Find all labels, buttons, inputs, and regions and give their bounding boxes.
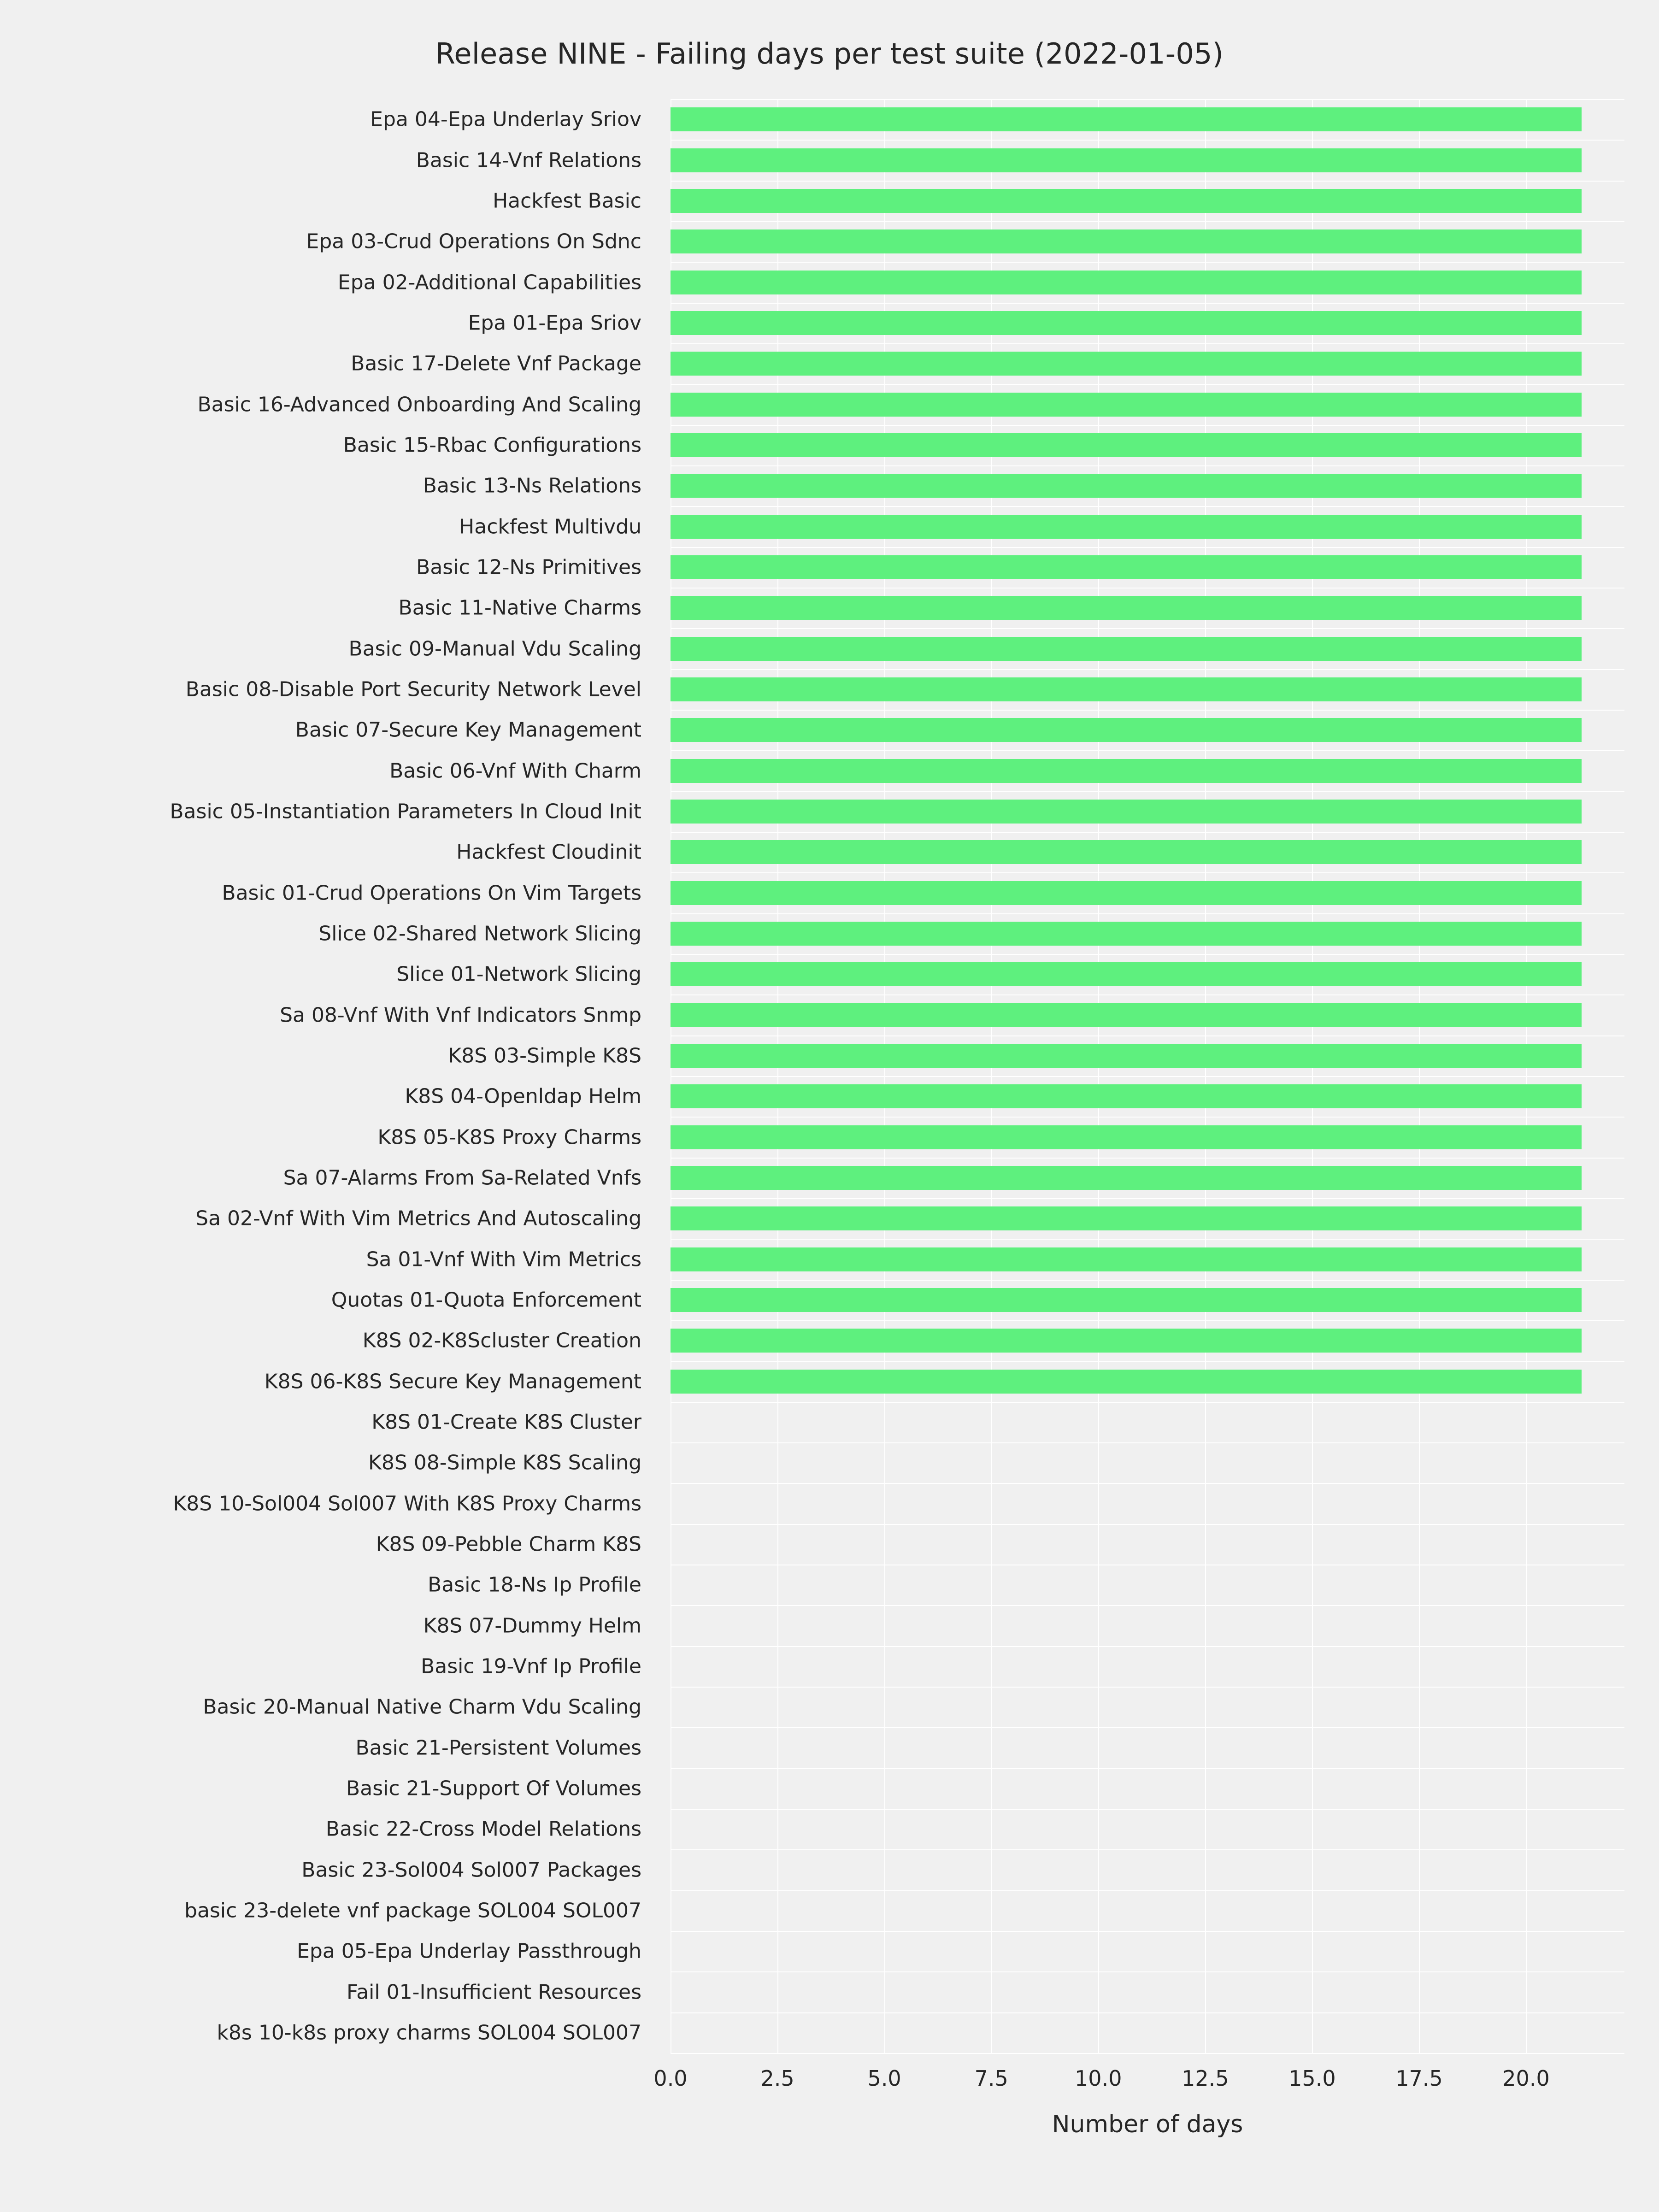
- x-tick-label: 15.0: [1288, 2066, 1336, 2091]
- grid-line-horizontal: [671, 1809, 1624, 1810]
- y-tick-label: Basic 12-Ns Primitives: [416, 555, 641, 579]
- bar: [671, 881, 1582, 905]
- grid-line-horizontal: [671, 913, 1624, 914]
- bar: [671, 1125, 1582, 1149]
- y-tick-label: K8S 04-Openldap Helm: [405, 1084, 641, 1108]
- y-tick-label: Basic 14-Vnf Relations: [416, 148, 641, 172]
- y-tick-label: Sa 01-Vnf With Vim Metrics: [366, 1247, 641, 1271]
- x-tick-label: 5.0: [867, 2066, 901, 2091]
- y-tick-label: K8S 03-Simple K8S: [448, 1044, 641, 1068]
- y-tick-label: Sa 08-Vnf With Vnf Indicators Snmp: [280, 1003, 641, 1027]
- y-tick-label: Basic 09-Manual Vdu Scaling: [348, 637, 641, 660]
- y-tick-label: Basic 16-Advanced Onboarding And Scaling: [197, 393, 641, 416]
- grid-line-horizontal: [671, 303, 1624, 304]
- grid-line-horizontal: [671, 99, 1624, 100]
- bar: [671, 1329, 1582, 1353]
- y-tick-label: Epa 05-Epa Underlay Passthrough: [297, 1939, 641, 1963]
- grid-line-horizontal: [671, 1361, 1624, 1362]
- y-tick-label: K8S 01-Create K8S Cluster: [371, 1410, 641, 1434]
- grid-line-horizontal: [671, 832, 1624, 833]
- grid-line-horizontal: [671, 1320, 1624, 1321]
- x-tick-label: 2.5: [760, 2066, 794, 2091]
- grid-line-horizontal: [671, 1971, 1624, 1972]
- grid-line-horizontal: [671, 1605, 1624, 1606]
- grid-line-horizontal: [671, 1768, 1624, 1769]
- y-tick-label: basic 23-delete vnf package SOL004 SOL007: [184, 1899, 641, 1923]
- grid-line-horizontal: [671, 1117, 1624, 1118]
- bar: [671, 189, 1582, 213]
- grid-line-horizontal: [671, 1646, 1624, 1647]
- grid-line-horizontal: [671, 384, 1624, 385]
- y-tick-label: Hackfest Basic: [493, 189, 641, 213]
- y-tick-label: Basic 13-Ns Relations: [423, 474, 641, 498]
- x-tick-label: 20.0: [1502, 2066, 1550, 2091]
- grid-line-horizontal: [671, 710, 1624, 711]
- bar: [671, 962, 1582, 986]
- grid-line-horizontal: [671, 1035, 1624, 1036]
- y-tick-label: Epa 04-Epa Underlay Sriov: [370, 107, 641, 131]
- y-tick-label: Basic 23-Sol004 Sol007 Packages: [301, 1858, 641, 1882]
- x-axis-tick-labels: [653, 2062, 1624, 2094]
- grid-line-horizontal: [671, 2012, 1624, 2013]
- x-tick-label: 17.5: [1395, 2066, 1443, 2091]
- y-tick-label: Basic 22-Cross Model Relations: [325, 1817, 641, 1841]
- y-tick-label: Epa 02-Additional Capabilities: [337, 271, 641, 294]
- bar: [671, 515, 1582, 539]
- bar: [671, 1084, 1582, 1108]
- y-tick-label: k8s 10-k8s proxy charms SOL004 SOL007: [217, 2021, 641, 2045]
- grid-line-horizontal: [671, 628, 1624, 629]
- y-axis-tick-labels: [0, 99, 654, 2053]
- bar: [671, 922, 1582, 946]
- bar: [671, 1003, 1582, 1027]
- grid-line-horizontal: [671, 1442, 1624, 1443]
- x-tick-label: 7.5: [974, 2066, 1008, 2091]
- y-tick-label: Sa 07-Alarms From Sa-Related Vnfs: [283, 1166, 641, 1190]
- y-tick-label: Basic 11-Native Charms: [398, 596, 641, 620]
- grid-line-horizontal: [671, 1890, 1624, 1891]
- bar: [671, 1370, 1582, 1394]
- bar: [671, 352, 1582, 376]
- grid-line-horizontal: [671, 954, 1624, 955]
- y-tick-label: Basic 18-Ns Ip Profile: [428, 1573, 641, 1597]
- y-tick-label: K8S 10-Sol004 Sol007 With K8S Proxy Charms: [173, 1492, 641, 1515]
- grid-line-horizontal: [671, 1524, 1624, 1525]
- bar: [671, 637, 1582, 661]
- grid-line-horizontal: [671, 181, 1624, 182]
- y-tick-label: K8S 05-K8S Proxy Charms: [377, 1125, 641, 1149]
- grid-line-horizontal: [671, 872, 1624, 873]
- y-tick-label: K8S 02-K8Scluster Creation: [362, 1329, 641, 1353]
- grid-line-horizontal: [671, 425, 1624, 426]
- y-tick-label: K8S 09-Pebble Charm K8S: [376, 1532, 641, 1556]
- grid-line-horizontal: [671, 1239, 1624, 1240]
- bar: [671, 718, 1582, 742]
- bar: [671, 1206, 1582, 1230]
- bar: [671, 1288, 1582, 1312]
- y-tick-label: Basic 19-Vnf Ip Profile: [421, 1654, 641, 1678]
- grid-line-horizontal: [671, 994, 1624, 995]
- bar: [671, 229, 1582, 253]
- y-tick-label: Basic 17-Delete Vnf Package: [351, 352, 641, 376]
- y-tick-label: Basic 01-Crud Operations On Vim Targets: [222, 881, 641, 905]
- bar: [671, 271, 1582, 294]
- grid-line-horizontal: [671, 791, 1624, 792]
- y-tick-label: Hackfest Cloudinit: [456, 840, 641, 864]
- grid-line-horizontal: [671, 1931, 1624, 1932]
- grid-line-horizontal: [671, 140, 1624, 141]
- y-tick-label: K8S 08-Simple K8S Scaling: [368, 1451, 641, 1475]
- grid-line-horizontal: [671, 1402, 1624, 1403]
- chart-title: Release NINE - Failing days per test suite (2022-01-05): [435, 37, 1224, 71]
- y-tick-label: Basic 20-Manual Native Charm Vdu Scaling: [203, 1695, 641, 1719]
- y-tick-label: Epa 03-Crud Operations On Sdnc: [306, 229, 641, 253]
- y-tick-label: Basic 21-Support Of Volumes: [346, 1777, 641, 1800]
- grid-line-horizontal: [671, 669, 1624, 670]
- y-tick-label: Slice 01-Network Slicing: [396, 962, 641, 986]
- grid-line-horizontal: [671, 1076, 1624, 1077]
- y-tick-label: K8S 07-Dummy Helm: [423, 1614, 641, 1637]
- bar: [671, 474, 1582, 498]
- grid-line-horizontal: [671, 1727, 1624, 1728]
- grid-line-horizontal: [671, 547, 1624, 548]
- bar: [671, 759, 1582, 783]
- grid-line-horizontal: [671, 1687, 1624, 1688]
- y-tick-label: Basic 06-Vnf With Charm: [389, 759, 641, 782]
- grid-line-horizontal: [671, 750, 1624, 751]
- y-tick-label: Basic 08-Disable Port Security Network Level: [185, 677, 641, 701]
- grid-line-horizontal: [671, 2053, 1624, 2054]
- plot-area: [671, 99, 1624, 2053]
- x-tick-label: 0.0: [653, 2066, 688, 2091]
- bar: [671, 1044, 1582, 1068]
- grid-line-horizontal: [671, 465, 1624, 466]
- bar: [671, 555, 1582, 579]
- bar: [671, 800, 1582, 824]
- bar: [671, 1247, 1582, 1271]
- x-tick-label: 12.5: [1182, 2066, 1229, 2091]
- grid-line-horizontal: [671, 506, 1624, 507]
- x-tick-label: 10.0: [1075, 2066, 1122, 2091]
- y-tick-label: Fail 01-Insufficient Resources: [346, 1980, 641, 2004]
- y-tick-label: Quotas 01-Quota Enforcement: [331, 1288, 641, 1312]
- grid-line-horizontal: [671, 262, 1624, 263]
- y-tick-label: Basic 05-Instantiation Parameters In Cloud Init: [170, 800, 641, 824]
- grid-line-horizontal: [671, 1483, 1624, 1484]
- bar: [671, 148, 1582, 172]
- y-tick-label: Basic 07-Secure Key Management: [295, 718, 641, 742]
- y-tick-label: Hackfest Multivdu: [459, 515, 641, 538]
- bar: [671, 107, 1582, 131]
- x-axis-title: Number of days: [1052, 2111, 1243, 2138]
- bar: [671, 393, 1582, 417]
- grid-line-horizontal: [671, 1198, 1624, 1199]
- grid-line-horizontal: [671, 221, 1624, 222]
- y-tick-label: Basic 15-Rbac Configurations: [343, 433, 641, 457]
- grid-line-horizontal: [671, 1158, 1624, 1159]
- bar: [671, 596, 1582, 620]
- grid-line-horizontal: [671, 1280, 1624, 1281]
- y-tick-label: Slice 02-Shared Network Slicing: [318, 922, 641, 946]
- bar: [671, 433, 1582, 457]
- y-tick-label: Sa 02-Vnf With Vim Metrics And Autoscaling: [195, 1206, 641, 1230]
- bar: [671, 840, 1582, 864]
- y-tick-label: K8S 06-K8S Secure Key Management: [264, 1370, 641, 1393]
- y-tick-label: Basic 21-Persistent Volumes: [355, 1736, 641, 1759]
- bar: [671, 1166, 1582, 1190]
- grid-line-horizontal: [671, 1849, 1624, 1850]
- grid-line-horizontal: [671, 343, 1624, 344]
- bar: [671, 677, 1582, 701]
- y-tick-label: Epa 01-Epa Sriov: [468, 311, 641, 335]
- bar: [671, 311, 1582, 335]
